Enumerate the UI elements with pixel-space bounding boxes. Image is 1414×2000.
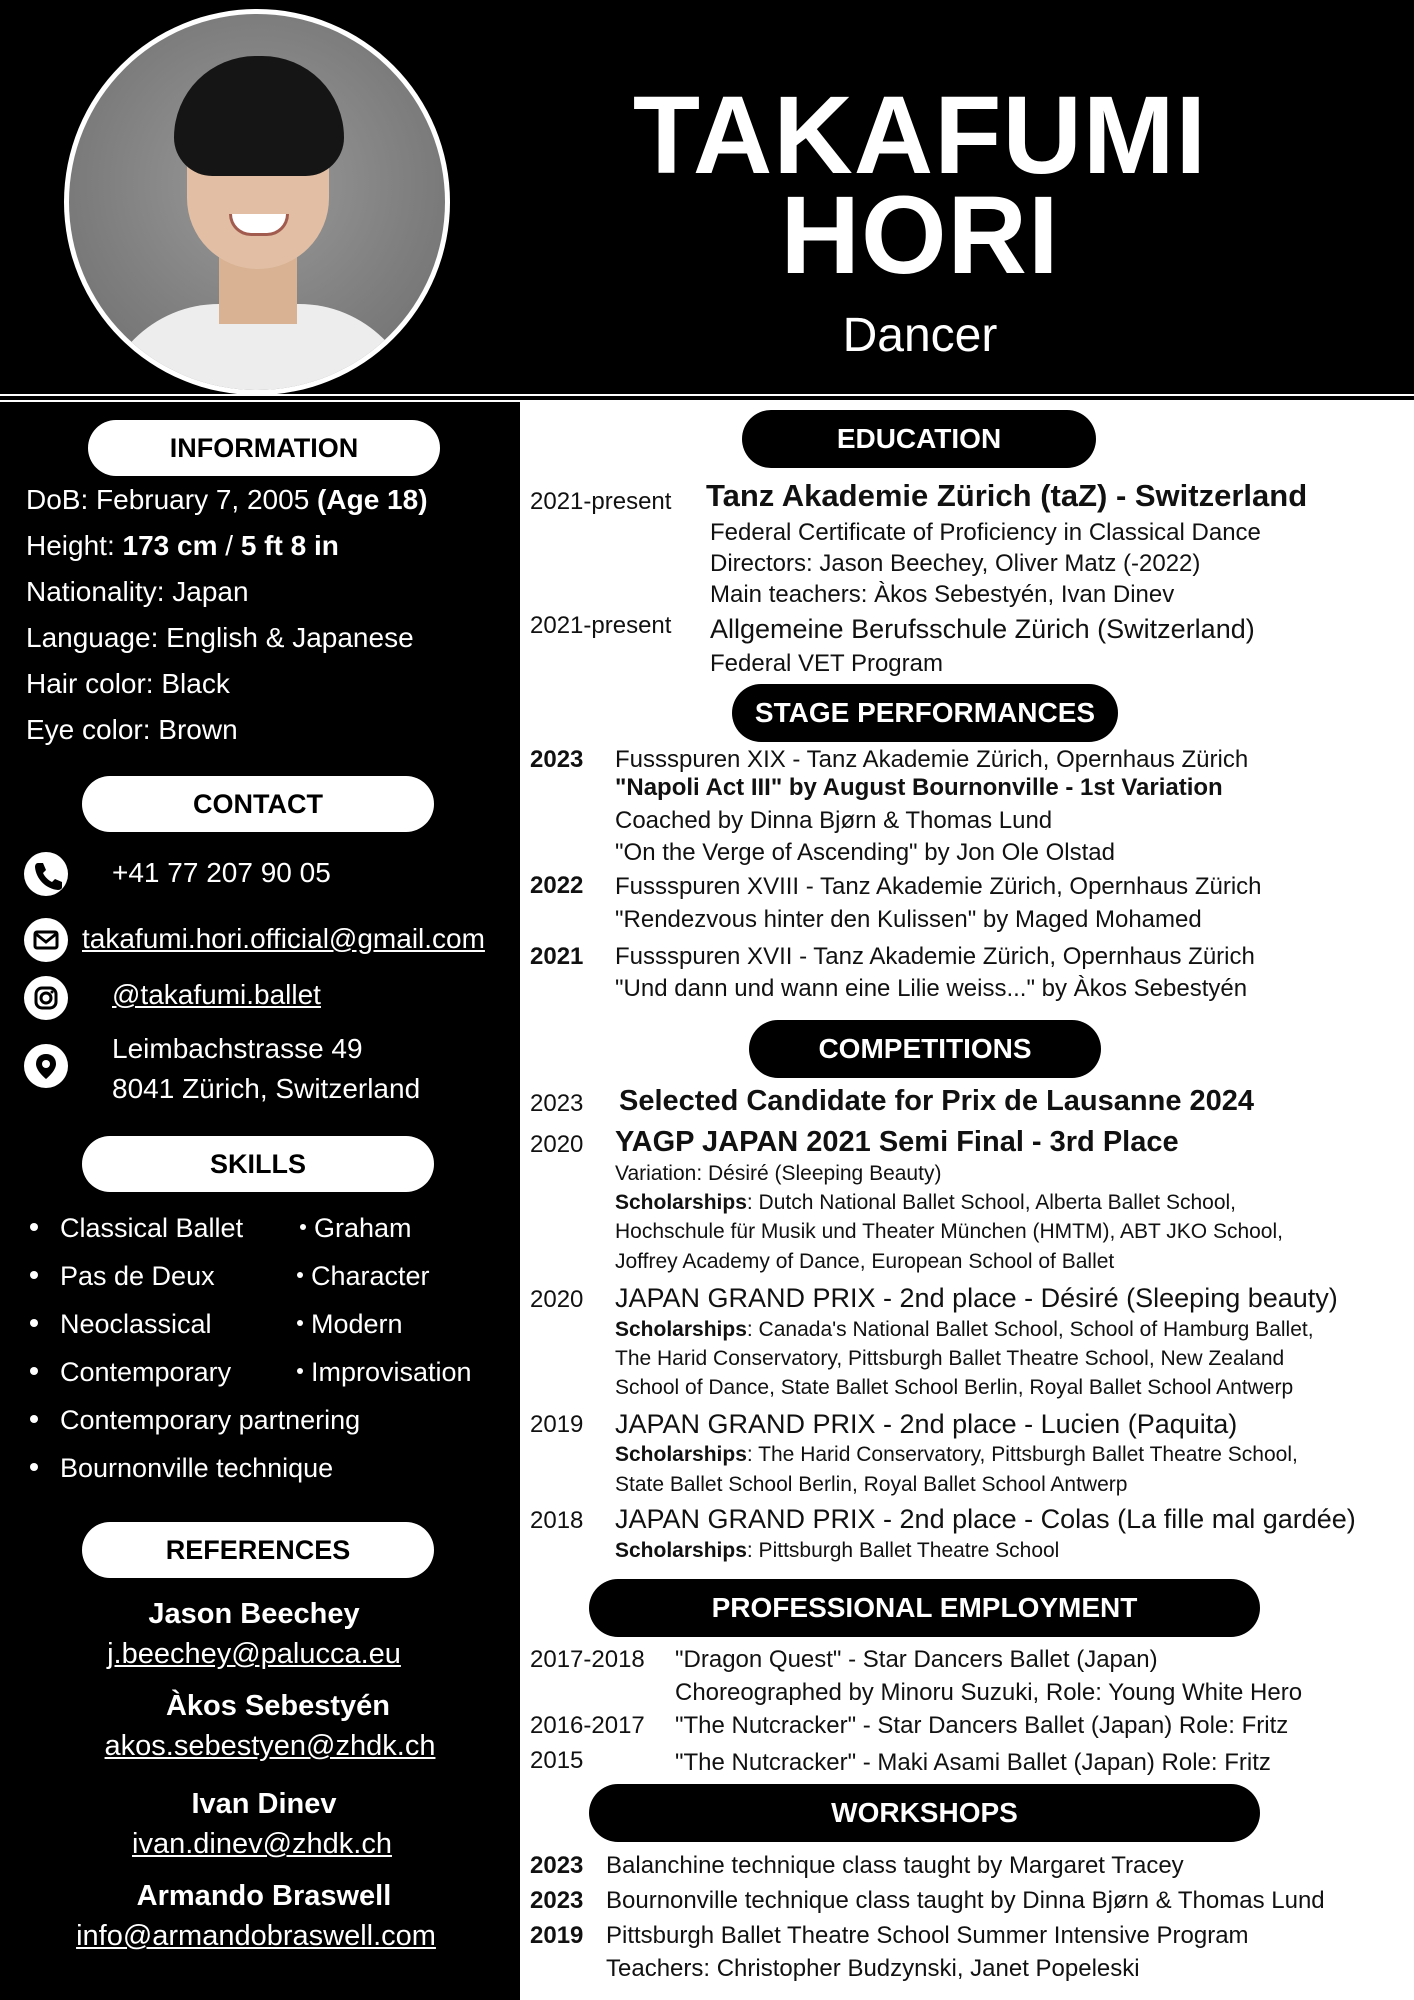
skill-item: Contemporary partnering [30,1402,360,1438]
skills-heading: SKILLS [82,1136,434,1192]
skill-item: Improvisation [297,1354,472,1390]
competitions-heading: COMPETITIONS [749,1020,1101,1078]
stage-detail: Coached by Dinna Bjørn & Thomas Lund [615,807,1053,834]
instagram-icon [24,976,68,1020]
skill-item: Classical Ballet [30,1210,243,1246]
education-school: Allgemeine Berufsschule Zürich (Switzerland) [710,614,1255,644]
eye-color-line: Eye color: Brown [26,714,238,745]
workshop-year: 2023 [530,1887,584,1914]
contact-heading: CONTACT [82,776,434,832]
competition-scholarships: Hochschule für Musik und Theater München (HMTM), ABT JKO School, [615,1220,1283,1243]
phone-icon [24,852,68,896]
employment-detail: "The Nutcracker" - Maki Asami Ballet (Japan) Role: Fritz [675,1749,1271,1776]
workshop-detail: Pittsburgh Ballet Theatre School Summer Intensive Program [606,1922,1249,1949]
competition-scholarships: Scholarships: The Harid Conservatory, Pittsburgh Ballet Theatre School, [615,1443,1298,1466]
stage-year: 2022 [530,872,584,899]
competition-year: 2023 [530,1090,584,1117]
phone-number[interactable]: +41 77 207 90 05 [112,857,331,888]
competition-scholarships: Scholarships: Pittsburgh Ballet Theatre School [615,1539,1060,1562]
competition-scholarships: The Harid Conservatory, Pittsburgh Ballet Theatre School, New Zealand [615,1347,1285,1370]
competition-title: JAPAN GRAND PRIX - 2nd place - Désiré (Sleeping beauty) [615,1283,1338,1313]
employment-year: 2016-2017 [530,1712,645,1739]
profile-photo [64,9,450,395]
first-name: TAKAFUMI [632,74,1208,197]
stage-year: 2023 [530,746,584,773]
competition-year: 2020 [530,1131,584,1158]
competition-title: JAPAN GRAND PRIX - 2nd place - Colas (La fille mal gardée) [615,1504,1356,1534]
email-link[interactable]: takafumi.hori.official@gmail.com [82,923,485,954]
workshop-detail: Teachers: Christopher Budzynski, Janet Popeleski [606,1955,1140,1982]
education-detail: Federal Certificate of Proficiency in Classical Dance [710,519,1261,546]
education-heading: EDUCATION [742,410,1096,468]
competition-variation: Variation: Désiré (Sleeping Beauty) [615,1162,942,1185]
language-line: Language: English & Japanese [26,622,414,653]
employment-detail: "The Nutcracker" - Star Dancers Ballet (Japan) Role: Fritz [675,1712,1289,1739]
job-title: Dancer [842,309,998,362]
reference-email[interactable]: ivan.dinev@zhdk.ch [132,1828,392,1860]
reference-name: Jason Beechey [148,1598,360,1630]
sidebar [0,402,520,2000]
address-line-1: Leimbachstrasse 49 [112,1033,363,1064]
stage-performances-heading: STAGE PERFORMANCES [732,684,1118,742]
education-school: Tanz Akademie Zürich (taZ) - Switzerland [706,478,1308,513]
stage-year: 2021 [530,943,584,970]
skill-item: Contemporary [30,1354,231,1390]
references-heading: REFERENCES [82,1522,434,1578]
education-detail: Directors: Jason Beechey, Oliver Matz (-2022) [710,550,1201,577]
dob-line: DoB: February 7, 2005 (Age 18) [26,484,428,515]
height-line: Height: 173 cm / 5 ft 8 in [26,530,339,561]
skill-item: Neoclassical [30,1306,212,1342]
full-name [560,74,1280,297]
reference-email[interactable]: akos.sebestyen@zhdk.ch [104,1730,436,1762]
stage-detail: "On the Verge of Ascending" by Jon Ole Olstad [615,839,1116,866]
skill-item: Bournonville technique [30,1450,333,1486]
divider [0,396,1414,400]
nationality-line: Nationality: Japan [26,576,249,607]
stage-detail: Fussspuren XIX - Tanz Akademie Zürich, Opernhaus Zürich [615,746,1249,773]
reference-email[interactable]: info@armandobraswell.com [76,1920,436,1952]
stage-detail: "Rendezvous hinter den Kulissen" by Maged Mohamed [615,906,1202,933]
header-banner [0,0,1414,394]
competition-title: Selected Candidate for Prix de Lausanne 2024 [619,1085,1255,1117]
stage-detail: "Und dann und wann eine Lilie weiss..." by Àkos Sebestyén [615,975,1248,1002]
competition-scholarships: Joffrey Academy of Dance, European School of Ballet [615,1250,1115,1273]
employment-year: 2015 [530,1747,584,1774]
workshop-year: 2019 [530,1922,584,1949]
competition-scholarships: Scholarships: Dutch National Ballet School, Alberta Ballet School, [615,1191,1237,1214]
competition-scholarships: Scholarships: Canada's National Ballet School, School of Hamburg Ballet, [615,1318,1314,1341]
workshop-year: 2023 [530,1852,584,1879]
skill-item: Modern [297,1306,403,1342]
employment-detail: "Dragon Quest" - Star Dancers Ballet (Japan) [675,1646,1158,1673]
instagram-handle[interactable]: @takafumi.ballet [112,979,321,1010]
employment-year: 2017-2018 [530,1646,645,1673]
address-line-2: 8041 Zürich, Switzerland [112,1073,421,1104]
location-pin-icon [24,1044,68,1088]
portrait-image [69,14,445,390]
education-year: 2021-present [530,612,672,639]
competition-scholarships: State Ballet School Berlin, Royal Ballet School Antwerp [615,1473,1128,1496]
reference-name: Armando Braswell [136,1880,392,1912]
competition-title: JAPAN GRAND PRIX - 2nd place - Lucien (Paquita) [615,1409,1238,1439]
education-detail: Federal VET Program [710,650,943,677]
competition-title: YAGP JAPAN 2021 Semi Final - 3rd Place [615,1126,1179,1158]
competition-year: 2020 [530,1286,584,1313]
skill-item: Graham [300,1210,412,1246]
stage-detail: Fussspuren XVIII - Tanz Akademie Zürich, Opernhaus Zürich [615,873,1262,900]
workshop-detail: Bournonville technique class taught by Dinna Bjørn & Thomas Lund [606,1887,1325,1914]
reference-name: Ivan Dinev [191,1788,337,1820]
education-detail: Main teachers: Àkos Sebestyén, Ivan Dinev [710,581,1175,608]
professional-employment-heading: PROFESSIONAL EMPLOYMENT [589,1579,1260,1637]
hair-color-line: Hair color: Black [26,668,230,699]
competition-scholarships: School of Dance, State Ballet School Berlin, Royal Ballet School Antwerp [615,1376,1294,1399]
skill-item: Character [297,1258,430,1294]
stage-detail: Fussspuren XVII - Tanz Akademie Zürich, Opernhaus Zürich [615,943,1255,970]
email-icon [24,918,68,962]
education-year: 2021-present [530,488,672,515]
reference-email[interactable]: j.beechey@palucca.eu [107,1638,401,1670]
skill-item: Pas de Deux [30,1258,215,1294]
employment-detail: Choreographed by Minoru Suzuki, Role: Young White Hero [675,1679,1303,1706]
workshops-heading: WORKSHOPS [589,1784,1260,1842]
information-heading: INFORMATION [88,420,440,476]
competition-year: 2019 [530,1411,584,1438]
competition-year: 2018 [530,1507,584,1534]
reference-name: Àkos Sebestyén [165,1690,391,1722]
last-name: HORI [780,174,1060,297]
stage-detail: "Napoli Act III" by August Bournonville - 1st Variation [615,774,1223,801]
workshop-detail: Balanchine technique class taught by Margaret Tracey [606,1852,1184,1879]
